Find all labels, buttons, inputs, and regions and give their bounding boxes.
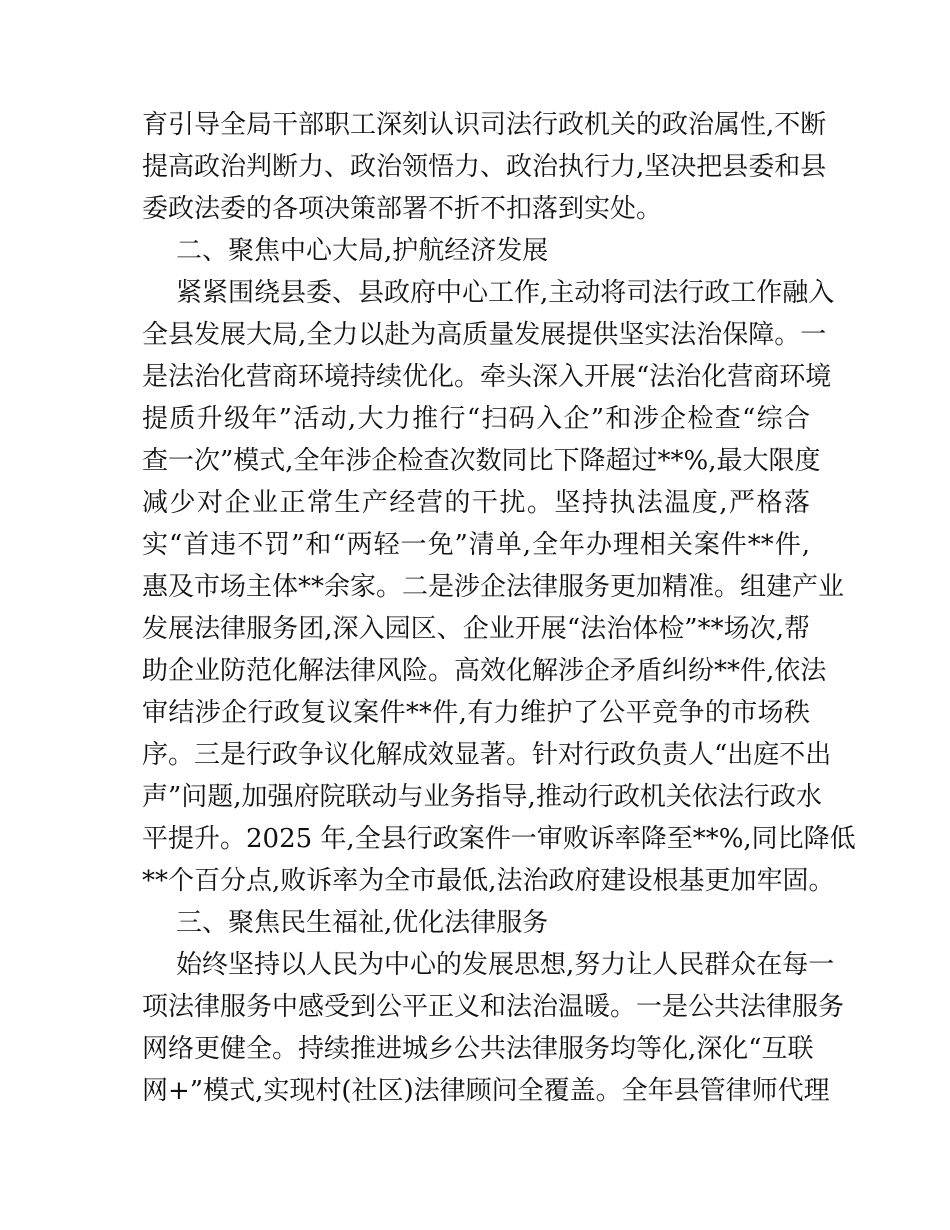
text-line: 序。三是行政争议化解成效显著。针对行政负责人“出庭不出	[142, 740, 832, 770]
text-line: 声”问题,加强府院联动与业务指导,推动行政机关依法行政水	[142, 782, 822, 812]
text-line: **个百分点,败诉率为全市最低,法治政府建设根基更加牢固。	[142, 866, 835, 896]
text-line: 全县发展大局,全力以赴为高质量发展提供坚实法治保障。一	[142, 320, 827, 350]
text-line: 项法律服务中感受到公平正义和法治温暖。一是公共法律服务	[142, 992, 845, 1022]
section-heading: 二、聚焦中心大局,护航经济发展	[176, 236, 549, 266]
text-line: 提高政治判断力、政治领悟力、政治执行力,坚决把县委和县	[142, 152, 827, 182]
text-line: 减少对企业正常生产经营的干扰。坚持执法温度,严格落	[142, 488, 810, 518]
text-line: 助企业防范化解法律风险。高效化解涉企矛盾纠纷**件,依法	[142, 656, 827, 686]
text-line: 网络更健全。持续推进城乡公共法律服务均等化,深化“互联	[142, 1034, 814, 1064]
section-heading: 三、聚焦民生福祉,优化法律服务	[176, 908, 549, 938]
text-line: 始终坚持以人民为中心的发展思想,努力让人民群众在每一	[176, 950, 835, 980]
document-page	[142, 104, 856, 1112]
text-line: 惠及市场主体**余家。二是涉企法律服务更加精准。组建产业	[142, 572, 845, 602]
text-line: 网+”模式,实现村(社区)法律顾问全覆盖。全年县管律师代理	[142, 1076, 830, 1106]
text-line: 平提升。2025 年,全县行政案件一审败诉率降至**%,同比降低	[142, 824, 856, 854]
text-line: 紧紧围绕县委、县政府中心工作,主动将司法行政工作融入	[176, 278, 835, 308]
text-line: 实“首违不罚”和“两轻一免”清单,全年办理相关案件**件,	[142, 530, 810, 560]
text-line: 提质升级年”活动,大力推行“扫码入企”和涉企检查“综合	[142, 404, 810, 434]
text-line: 委政法委的各项决策部署不折不扣落到实处。	[142, 194, 663, 224]
text-line: 查一次”模式,全年涉企检查次数同比下降超过**%,最大限度	[142, 446, 821, 476]
text-line: 育引导全局干部职工深刻认识司法行政机关的政治属性,不断	[142, 110, 827, 140]
text-line: 发展法律服务团,深入园区、企业开展“法治体检”**场次,帮	[142, 614, 810, 644]
text-line: 是法治化营商环境持续优化。牵头深入开展“法治化营商环境	[142, 362, 832, 392]
text-line: 审结涉企行政复议案件**件,有力维护了公平竞争的市场秩	[142, 698, 810, 728]
